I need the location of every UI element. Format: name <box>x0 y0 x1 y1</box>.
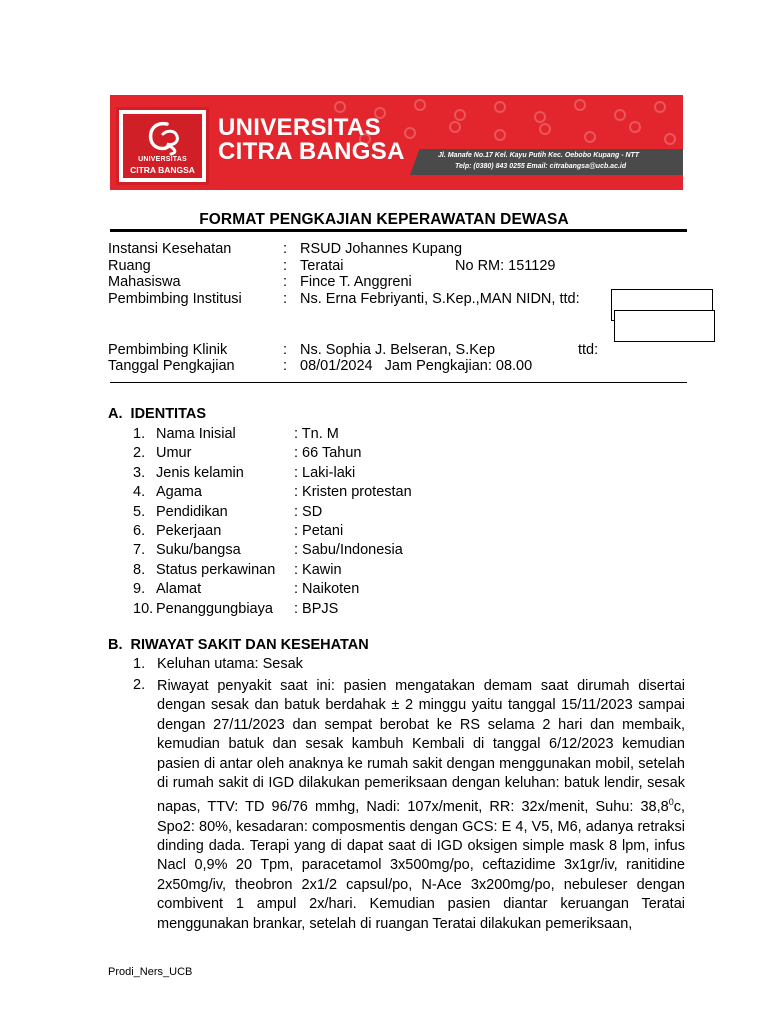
identitas-item-value: : 66 Tahun <box>294 445 362 462</box>
ruang-value: Teratai <box>300 258 344 274</box>
pembimbing-klinik-colon: : <box>283 342 288 358</box>
header-banner <box>110 95 683 190</box>
instansi-value: RSUD Johannes Kupang <box>300 241 463 257</box>
section-a-heading: A. IDENTITAS <box>108 406 207 422</box>
signature-box-klinik <box>614 310 715 342</box>
no-rm: No RM: 151129 <box>455 258 556 274</box>
identitas-item-label: Pekerjaan <box>156 523 222 539</box>
identitas-item-value: : Tn. M <box>294 426 339 442</box>
identitas-item-value: : Naikoten <box>294 581 360 598</box>
ruang-colon: : <box>283 258 288 274</box>
logo-background <box>123 114 202 178</box>
info-divider <box>110 382 687 383</box>
mahasiswa-label: Mahasiswa <box>108 274 181 290</box>
riwayat-number: 2. <box>133 677 146 693</box>
identitas-item-value: : Laki-laki <box>294 464 356 481</box>
logo-text-line1: UNIVERSITAS <box>138 156 187 163</box>
riwayat-text-part2: c, Spo2: 80%, kesadaran: composmentis dengan GCS: E 4, V5, M6, adanya retraksi dinding dada. Terapi yang di dapat saat di IGD oksigen simple mask 8 lpm, infus Nacl 0,9% 20 Tpm, paracetamol 3x500mg/po, ceftazidime 3x1gr/iv, ranitidine 2x50mg/iv, theobron 2x1/2 capsul/po, N-Ace 3x200mg/po, nebuleser dengan combivent 1 ampul 2x/hari. Kemudian pasien diantar keruangan Teratai menggunakan brankar, setelah di ruangan Teratai dilakukan pemeriksaan, <box>157 799 685 932</box>
ttd-label: ttd: <box>578 342 599 358</box>
identitas-item-value: : BPJS <box>294 600 339 617</box>
tanggal-value: 08/01/2024 Jam Pengkajian: 08.00 <box>300 358 533 374</box>
identitas-item-label: Nama Inisial <box>156 426 236 442</box>
identitas-item-label: Jenis kelamin <box>156 464 244 481</box>
identitas-item-value: : Kawin <box>294 561 342 578</box>
identitas-item-number: 3. <box>133 464 146 481</box>
pembimbing-klinik-label: Pembimbing Klinik <box>108 342 228 358</box>
university-name-line1: UNIVERSITAS <box>218 114 381 141</box>
identitas-item-value: : SD <box>294 503 323 520</box>
identitas-item-number: 5. <box>133 503 146 520</box>
identitas-item-number: 10. <box>133 600 154 617</box>
identitas-item-label: Penanggungbiaya <box>156 600 273 617</box>
university-logo <box>116 107 209 185</box>
tanggal-colon: : <box>283 358 288 374</box>
identitas-item-label: Agama <box>156 484 202 501</box>
riwayat-superscript: 0 <box>668 797 674 808</box>
instansi-label: Instansi Kesehatan <box>108 241 232 257</box>
identitas-item-label: Pendidikan <box>156 503 228 520</box>
tanggal-label: Tanggal Pengkajian <box>108 358 235 374</box>
identitas-item-value: : Kristen protestan <box>294 484 412 501</box>
pembimbing-institusi-value: Ns. Erna Febriyanti, S.Kep.,MAN NIDN, ttd: <box>300 291 580 307</box>
identitas-item-number: 4. <box>133 484 146 501</box>
mahasiswa-value: Fince T. Anggreni <box>300 274 412 290</box>
section-b-heading: B. RIWAYAT SAKIT DAN KESEHATAN <box>108 637 369 653</box>
document-title: FORMAT PENGKAJIAN KEPERAWATAN DEWASA <box>199 211 569 228</box>
keluhan-utama: Keluhan utama: Sesak <box>157 656 303 672</box>
identitas-item-label: Status perkawinan <box>156 561 276 578</box>
identitas-item-number: 8. <box>133 561 146 578</box>
riwayat-text-part1: Riwayat penyakit saat ini: pasien mengatakan demam saat dirumah disertai dengan sesak dan batuk berdahak ± 2 minggu yaitu tanggal 15/11/2023 sampai dengan 27/11/2023 dan sempat berobat ke RS selama 2 hari dan membaik, kemudian batuk dan sesak kambuh Kembali di tanggal 6/12/2023 kemudian pasien di antar oleh anaknya ke rumah sakit dengan menggunakan mobil, setelah di rumah sakit di IGD dilakukan pemeriksaan dengan keluhan: batuk lendir, sesak napas, TTV: TD 96/76 mmhg, Nadi: 107x/menit, RR: 32x/menit, Suhu: 38,8 <box>157 678 685 816</box>
logo-text-line2: CITRA BANGSA <box>130 165 195 175</box>
footer-text: Prodi_Ners_UCB <box>108 966 193 978</box>
pembimbing-institusi-colon: : <box>283 291 288 307</box>
identitas-item-number: 6. <box>133 523 146 539</box>
riwayat-penyakit-paragraph <box>157 677 685 934</box>
university-name-line2: CITRA BANGSA <box>218 138 405 165</box>
contact-text: Telp: (0380) 843 0255 Email: citrabangsa@ucb.ac.id <box>455 163 627 170</box>
pembimbing-institusi-label: Pembimbing Institusi <box>108 291 242 307</box>
identitas-item-value: : Petani <box>294 523 344 539</box>
title-divider <box>110 229 687 232</box>
identitas-item-number: 2. <box>133 445 146 462</box>
identitas-item-label: Umur <box>156 445 192 462</box>
identitas-item-number: 9. <box>133 581 146 598</box>
identitas-item-number: 7. <box>133 542 146 559</box>
pembimbing-klinik-value: Ns. Sophia J. Belseran, S.Kep <box>300 342 496 358</box>
ruang-label: Ruang <box>108 258 151 274</box>
address-text: Jl. Manafe No.17 Kel. Kayu Putih Kec. Oebobo Kupang - NTT <box>438 152 640 159</box>
keluhan-number: 1. <box>133 656 146 672</box>
ucb-emblem-icon <box>145 118 185 156</box>
mahasiswa-colon: : <box>283 274 288 290</box>
identitas-item-label: Suku/bangsa <box>156 542 241 559</box>
identitas-item-label: Alamat <box>156 581 202 598</box>
instansi-colon: : <box>283 241 288 257</box>
identitas-item-value: : Sabu/Indonesia <box>294 542 403 559</box>
identitas-item-number: 1. <box>133 426 146 442</box>
